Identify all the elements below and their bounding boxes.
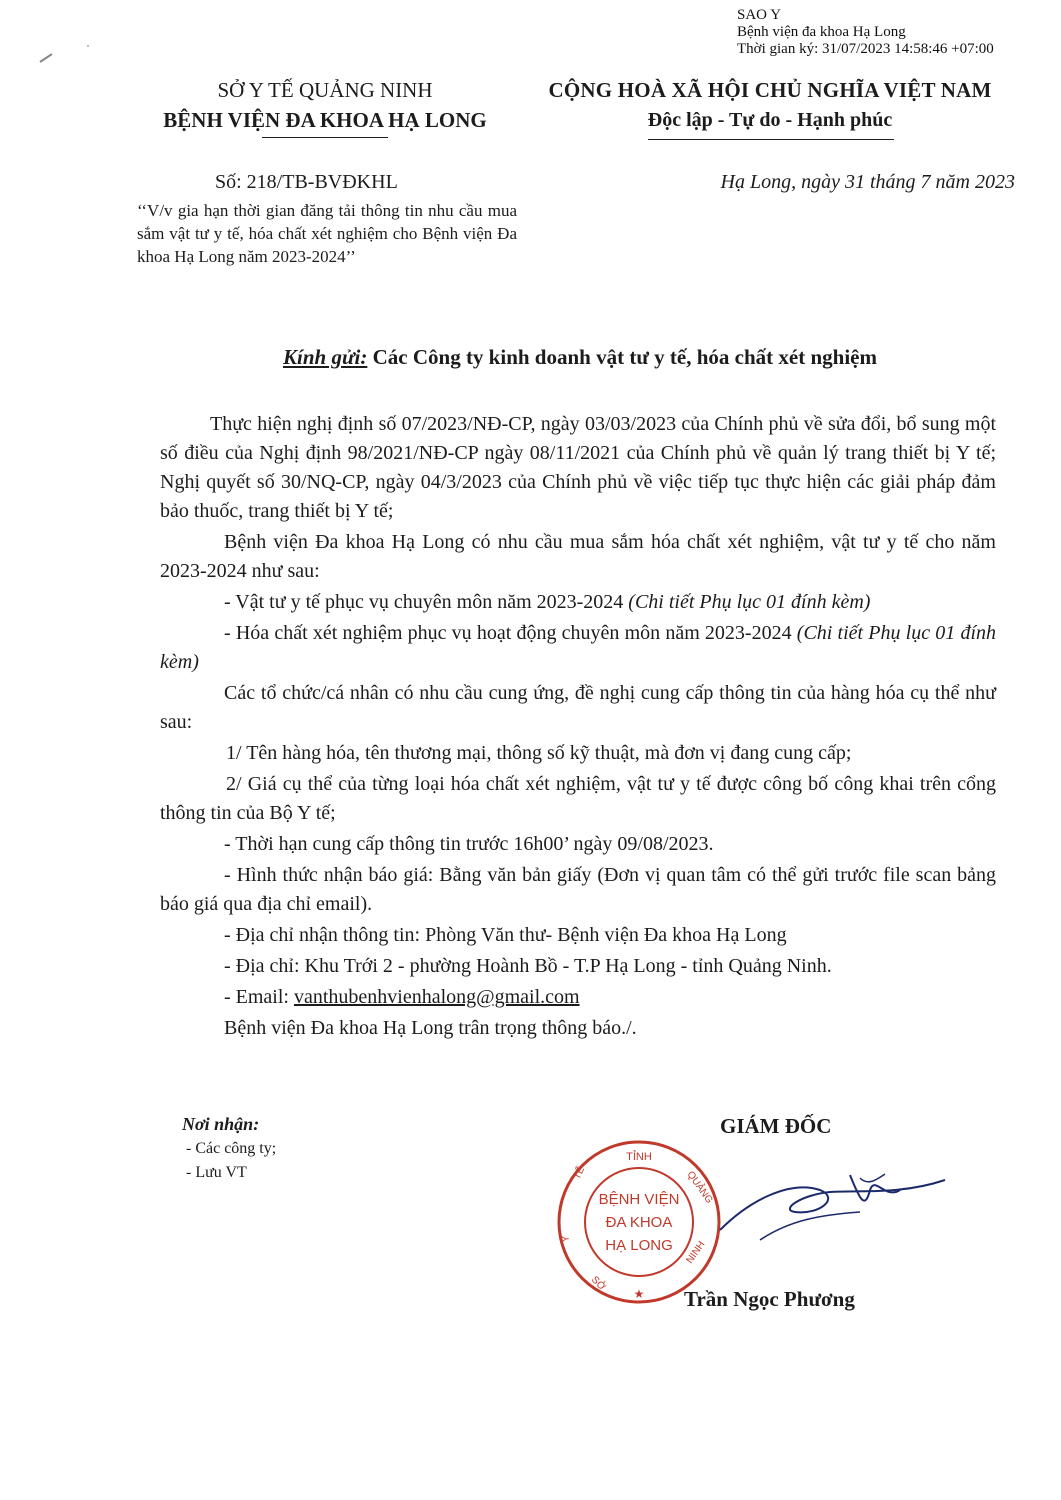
svg-text:Y: Y — [560, 1235, 572, 1243]
recipient-text: Các Công ty kinh doanh vật tư y tế, hóa chất xét nghiệm — [367, 345, 877, 369]
agency-name: SỞ Y TẾ QUẢNG NINH — [217, 78, 433, 102]
svg-text:TỈNH: TỈNH — [626, 1151, 652, 1163]
svg-text:QUẢNG: QUẢNG — [684, 1169, 715, 1206]
director-title: GIÁM ĐỐC — [720, 1114, 832, 1138]
body-paragraph: 1/ Tên hàng hóa, tên thương mại, thông số kỹ thuật, mà đơn vị đang cung cấp; — [226, 742, 852, 764]
document-subject: ‘‘V/v gia hạn thời gian đăng tải thông tin nhu cầu mua sắm vật tư y tế, hóa chất xét nghiệm cho Bệnh viện Đa khoa Hạ Long năm 2023-2024’’ — [137, 201, 517, 266]
seal-line-1: BỆNH VIỆN — [598, 1191, 680, 1208]
recipients-item: - Lưu VT — [186, 1164, 247, 1181]
recipients-item: - Các công ty; — [186, 1140, 277, 1157]
svg-text:TẾ: TẾ — [571, 1165, 588, 1182]
body-paragraph: 2/ Giá cụ thể của từng loại hóa chất xét nghiệm, vật tư y tế được công bố công khai trên cổng thông tin của Bộ Y tế; — [160, 773, 996, 824]
body-paragraph — [160, 619, 996, 677]
body-text: - Hóa chất xét nghiệm phục vụ hoạt động chuyên môn năm 2023-2024 — [224, 622, 797, 644]
scan-mark-icon — [30, 40, 100, 70]
date-line: Hạ Long, ngày 31 tháng 7 năm 2023 — [720, 171, 1015, 193]
body-paragraph: Các tổ chức/cá nhân có nhu cầu cung ứng, đề nghị cung cấp thông tin của hàng hóa cụ thể như sau: — [160, 682, 996, 733]
svg-text:★: ★ — [633, 1287, 645, 1301]
official-seal-icon — [555, 1138, 723, 1306]
hospital-underline — [262, 137, 388, 138]
copy-stamp-title: SAO Y — [737, 7, 782, 23]
body-paragraph: - Địa chỉ: Khu Trới 2 - phường Hoành Bồ - T.P Hạ Long - tỉnh Quảng Ninh. — [224, 955, 832, 977]
email-link[interactable]: vanthubenhvienhalong@gmail.com — [293, 986, 580, 1008]
recipient-line — [120, 345, 1040, 370]
digital-copy-stamp — [737, 7, 994, 58]
signer-name: Trần Ngọc Phương — [684, 1287, 855, 1311]
email-label: - Email: — [224, 986, 294, 1008]
handwritten-signature-icon — [700, 1160, 960, 1250]
document-number: Số: 218/TB-BVĐKHL — [215, 171, 398, 193]
body-text: - Vật tư y tế phục vụ chuyên môn năm 2023-2024 — [224, 591, 629, 613]
national-motto: Độc lập - Tự do - Hạnh phúc — [647, 109, 893, 131]
body-paragraph: - Hình thức nhận báo giá: Bằng văn bản giấy (Đơn vị quan tâm có thể gửi trước file scan bảng báo giá qua địa chỉ email). — [160, 864, 996, 915]
recipients-title: Nơi nhận: — [182, 1114, 260, 1134]
body-italic: (Chi tiết Phụ lục 01 đính kèm) — [160, 622, 996, 673]
body-paragraph — [160, 588, 996, 617]
copy-stamp-org: Bệnh viện đa khoa Hạ Long — [737, 24, 906, 40]
copy-stamp-time: Thời gian ký: 31/07/2023 14:58:46 +07:00 — [737, 41, 994, 57]
recipient-label: Kính gửi: — [283, 345, 368, 369]
seal-line-3: HẠ LONG — [605, 1237, 673, 1254]
body-paragraph — [160, 983, 996, 1012]
body-italic: (Chi tiết Phụ lục 01 đính kèm) — [628, 591, 871, 613]
hospital-name: BỆNH VIỆN ĐA KHOA HẠ LONG — [163, 108, 487, 132]
svg-text:SỞ: SỞ — [588, 1274, 608, 1293]
body-paragraph: Bệnh viện Đa khoa Hạ Long có nhu cầu mua sắm hóa chất xét nghiệm, vật tư y tế cho năm 2023-2024 như sau: — [160, 531, 996, 582]
svg-text:NINH: NINH — [684, 1239, 708, 1266]
republic-title: CỘNG HOÀ XÃ HỘI CHỦ NGHĨA VIỆT NAM — [548, 78, 992, 102]
document-body — [160, 410, 996, 1045]
body-paragraph: - Địa chỉ nhận thông tin: Phòng Văn thư- Bệnh viện Đa khoa Hạ Long — [224, 924, 787, 946]
body-paragraph: Thực hiện nghị định số 07/2023/NĐ-CP, ngày 03/03/2023 của Chính phủ về sửa đổi, bổ sung một số điều của Nghị định 98/2021/NĐ-CP ngày 08/11/2021 của Chính phủ về quản lý trang thiết bị Y tế; Nghị quyết số 30/NQ-CP, ngày 04/3/2023 của Chính phủ về việc tiếp tục thực hiện các giải pháp đảm bảo thuốc, trang thiết bị Y tế; — [160, 413, 996, 522]
body-paragraph: - Thời hạn cung cấp thông tin trước 16h00’ ngày 09/08/2023. — [224, 833, 714, 855]
seal-line-2: ĐA KHOA — [605, 1214, 673, 1231]
motto-underline — [648, 139, 894, 140]
body-paragraph: Bệnh viện Đa khoa Hạ Long trân trọng thông báo./. — [224, 1017, 637, 1039]
